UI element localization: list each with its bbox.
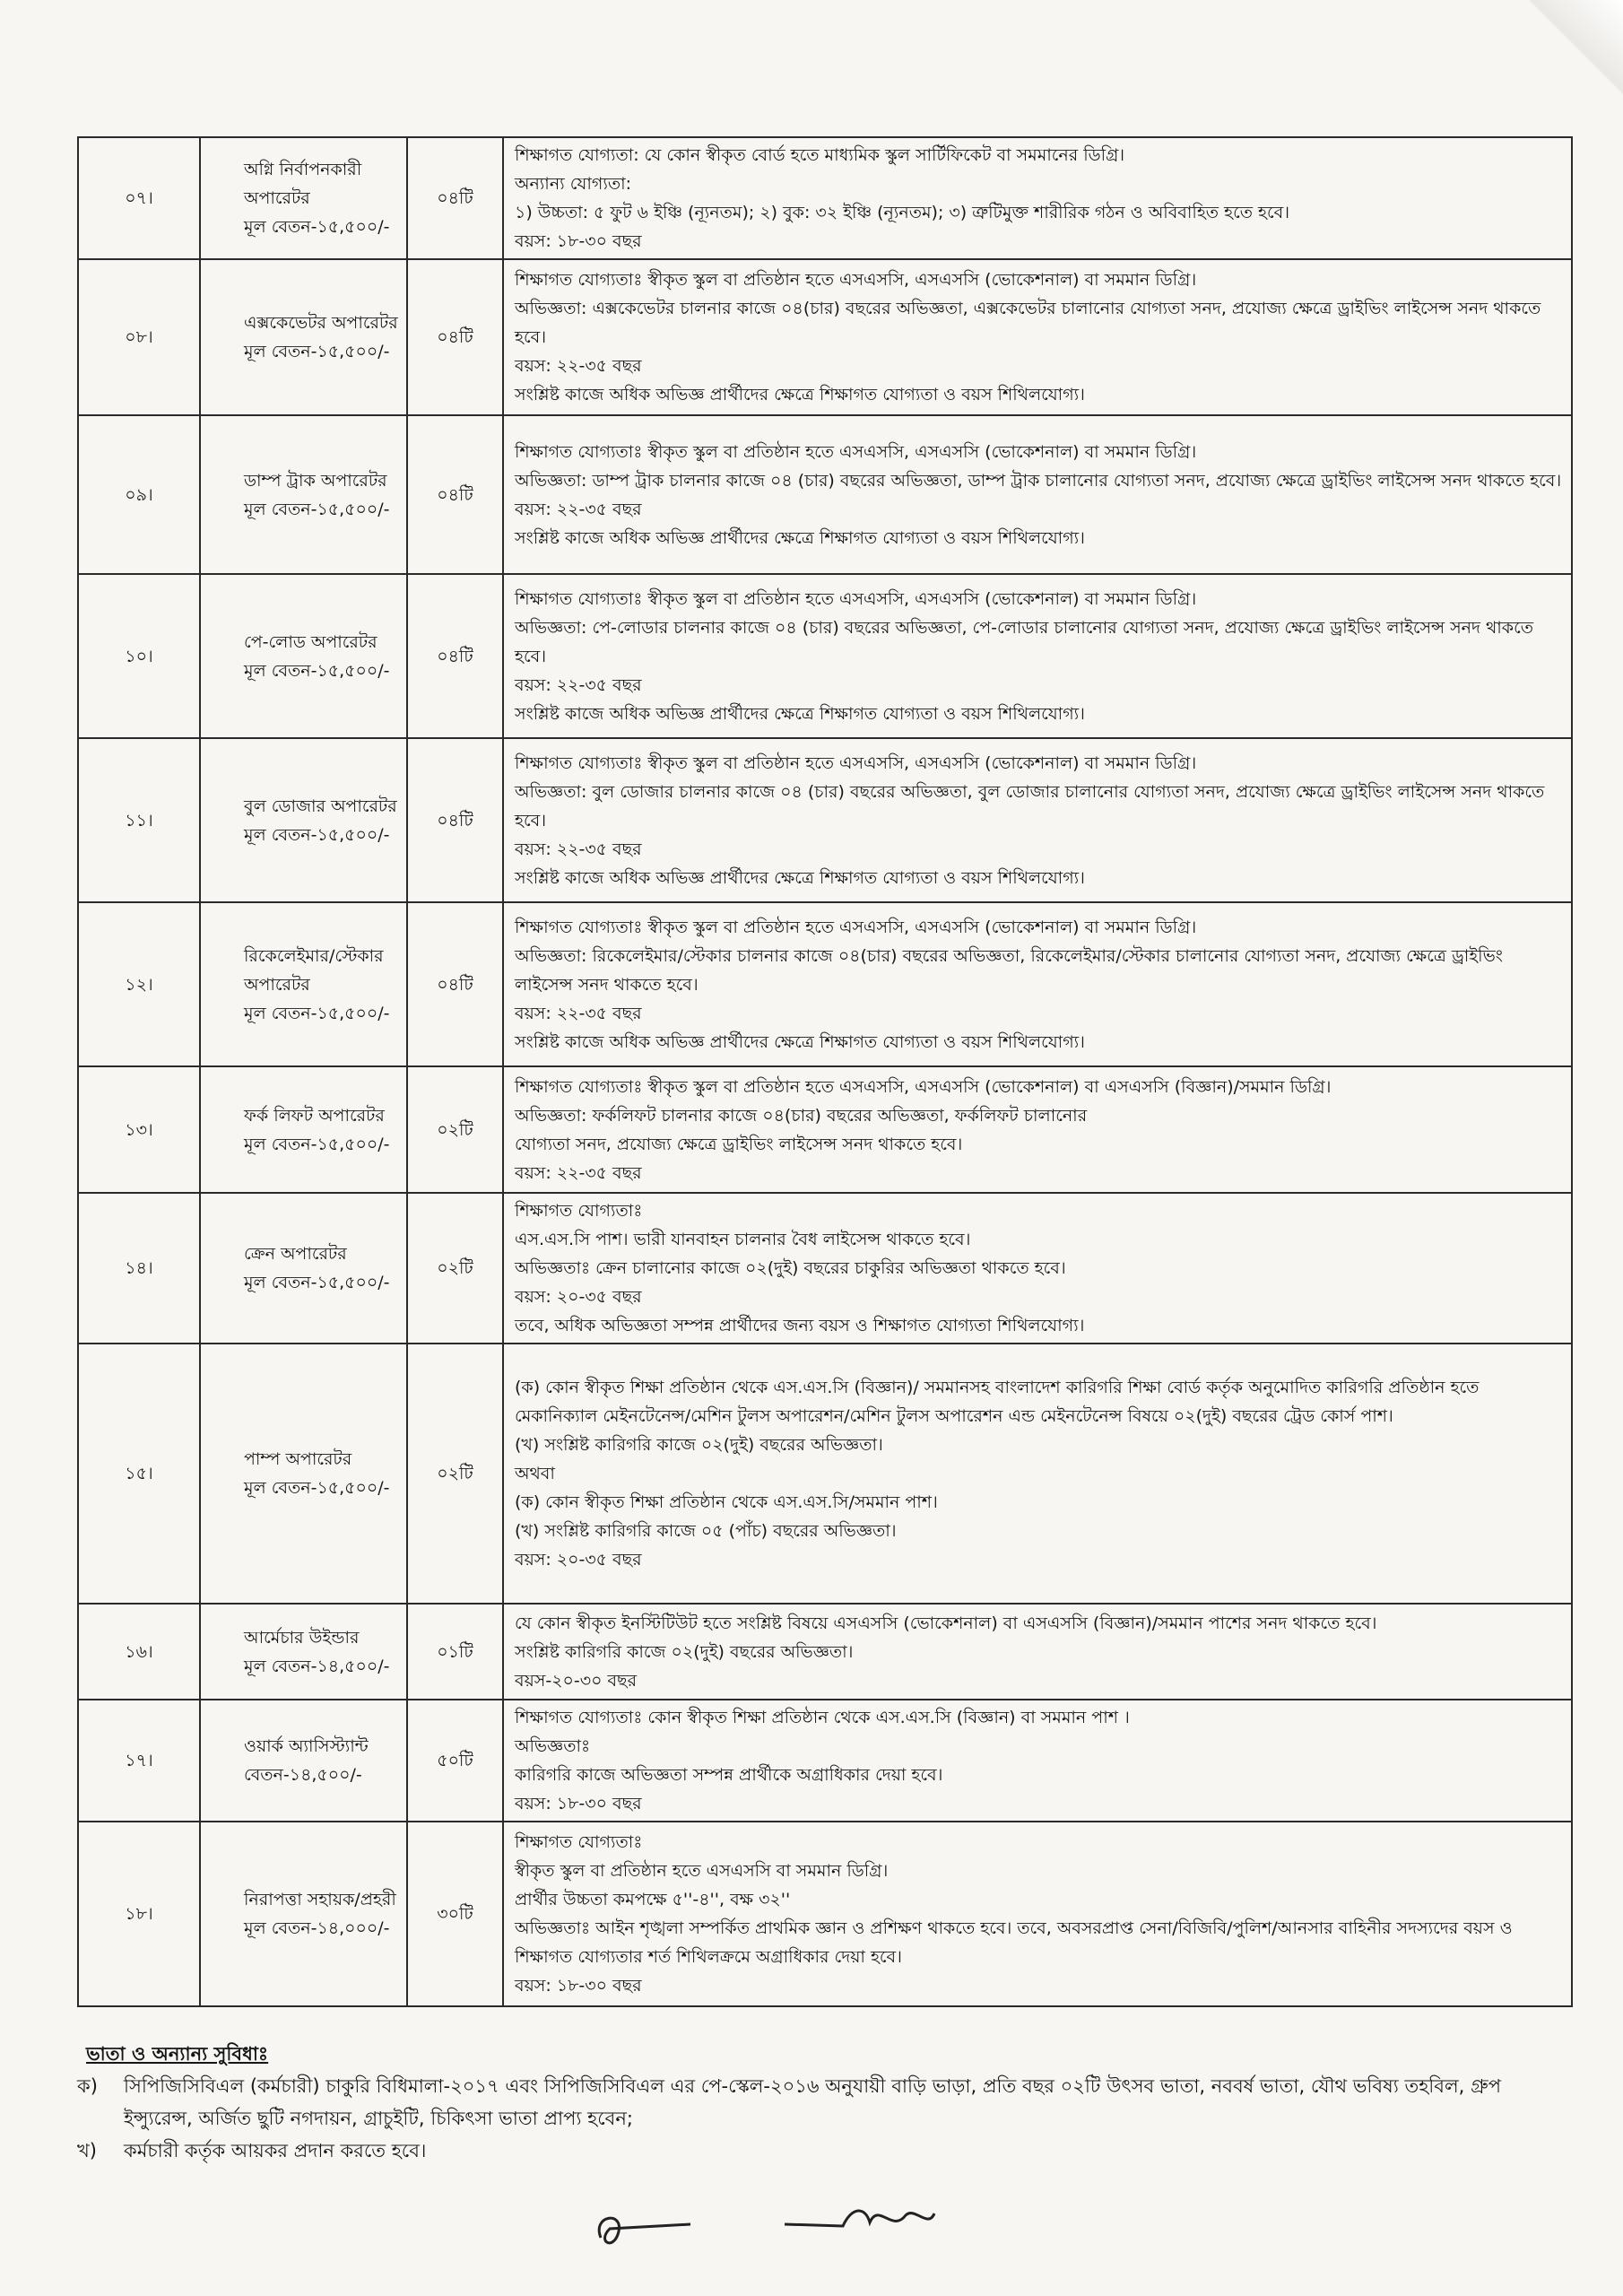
requirement-line: অভিজ্ঞতা: ফর্কলিফট চালনার কাজে ০৪(চার) বছরের অভিজ্ঞতা, ফর্কলিফট চালানোর — [515, 1105, 1088, 1126]
post-line: মূল বেতন-১৫,৫০০/- — [244, 1003, 390, 1023]
requirement-line: (ক) কোন স্বীকৃত শিক্ষা প্রতিষ্ঠান থেকে এস.এস.সি (বিজ্ঞান)/ সমমানসহ বাংলাদেশ কারিগরি শিক্ষা বোর্ড কর্তৃক অনুমোদিত কারিগরি প্রতিষ্ঠান হতে মেকানিক্যাল মেইনটেনেন্স/মেশিন টুলস অপারেশন/মেশিন টুলস অপারেশন এন্ড মেইনটেনেন্স বিষয়ে ০২(দুই) বছরের ট্রেড কোর্স পাশ। — [515, 1378, 1480, 1426]
table-row — [78, 1604, 1572, 1700]
post-count: ০৪টি — [407, 415, 503, 574]
post-count: ০৪টি — [407, 738, 503, 902]
post-line: ক্রেন অপারেটর — [244, 1244, 347, 1264]
allowance-marker: খ) — [77, 2140, 97, 2161]
post-line: মূল বেতন-১৫,৫০০/- — [244, 217, 390, 237]
requirement-line: শিক্ষাগত যোগ্যতাঃ — [515, 1832, 643, 1852]
requirement-line: অভিজ্ঞতা: ডাম্প ট্রাক চালনার কাজে ০৪ (চার) বছরের অভিজ্ঞতা, ডাম্প ট্রাক চালানোর যোগ্যতা সনদ, প্রযোজ্য ক্ষেত্রে ড্রাইভিং লাইসেন্স সনদ থাকতে হবে। — [515, 470, 1562, 491]
requirement-line: যোগ্যতা সনদ, প্রযোজ্য ক্ষেত্রে ড্রাইভিং লাইসেন্স সনদ থাকতে হবে। — [515, 1134, 963, 1154]
requirement-line: শিক্ষাগত যোগ্যতাঃ স্বীকৃত স্কুল বা প্রতিষ্ঠান হতে এসএসসি, এসএসসি (ভোকেশনাল) বা সমমান ডিগ্রি। — [515, 588, 1197, 609]
requirement-line: অভিজ্ঞতা: রিকেলেইমার/স্টেকার চালনার কাজে ০৪(চার) বছরের অভিজ্ঞতা, রিকেলেইমার/স্টেকার চালানোর যোগ্যতা সনদ, প্রযোজ্য ক্ষেত্রে ড্রাইভিং লাইসেন্স সনদ থাকতে হবে। — [515, 945, 1503, 995]
post-count: ০৪টি — [407, 259, 503, 415]
post-name-cell — [200, 1604, 407, 1700]
post-count: ০২টি — [407, 1344, 503, 1604]
requirement-line: অভিজ্ঞতাঃ — [515, 1736, 591, 1756]
post-line: ডাম্প ট্রাক অপারেটর — [244, 470, 387, 491]
post-name-cell — [200, 259, 407, 415]
post-name-cell — [200, 415, 407, 574]
table-row — [78, 1193, 1572, 1344]
serial-number: ১৪। — [78, 1193, 200, 1344]
page-fold-corner — [1515, 0, 1623, 99]
post-count: ৩০টি — [407, 1822, 503, 2006]
post-line: নিরাপত্তা সহায়ক/প্রহরী — [244, 1890, 396, 1909]
requirement-line: বয়স: ২২-৩৫ বছর — [515, 1162, 642, 1183]
requirement-line: স্বীকৃত স্কুল বা প্রতিষ্ঠান হতে এসএসসি বা সমমান ডিগ্রি। — [515, 1861, 889, 1881]
requirement-line: অভিজ্ঞতাঃ আইন শৃঙ্খলা সম্পর্কিত প্রাথমিক জ্ঞান ও প্রশিক্ষণ থাকতে হবে। তবে, অবসরপ্রাপ্ত সেনা/বিজিবি/পুলিশ/আনসার বাহিনীর সদস্যদের বয়স ও শিক্ষাগত যোগ্যতার শর্ত শিথিলক্রমে অগ্রাধিকার দেয়া হবে। — [515, 1918, 1513, 1967]
table-row — [78, 1344, 1572, 1604]
post-line: অপারেটর — [244, 188, 310, 208]
requirement-line: বয়স: ২০-৩৫ বছর — [515, 1550, 642, 1570]
requirement-line: কারিগরি কাজে অভিজ্ঞতা সম্পন্ন প্রার্থীকে অগ্রাধিকার দেয়া হবে। — [515, 1765, 943, 1785]
requirement-line: (খ) সংশ্লিষ্ট কারিগরি কাজে ০৫ (পাঁচ) বছরের অভিজ্ঞতা। — [515, 1521, 897, 1541]
post-count: ০১টি — [407, 1604, 503, 1700]
post-line: রিকেলেইমার/স্টেকার — [244, 945, 384, 966]
table-row — [78, 902, 1572, 1066]
serial-number: ১৩। — [78, 1066, 200, 1193]
requirements-cell — [503, 1066, 1572, 1193]
requirement-line: (ক) কোন স্বীকৃত শিক্ষা প্রতিষ্ঠান থেকে এস.এস.সি/সমমান পাশ। — [515, 1492, 938, 1512]
serial-number: ১৭। — [78, 1700, 200, 1822]
post-line: মূল বেতন-১৫,৫০০/- — [244, 1273, 390, 1292]
post-line: মূল বেতন-১৫,৫০০/- — [244, 1478, 390, 1498]
post-line: মূল বেতন-১৪,৫০০/- — [244, 1656, 390, 1676]
post-line: মূল বেতন-১৪,০০০/- — [244, 1918, 390, 1938]
serial-number: ১৬। — [78, 1604, 200, 1700]
post-name-cell — [200, 738, 407, 902]
post-line: ওয়ার্ক অ্যাসিস্ট্যান্ট — [244, 1736, 369, 1756]
requirement-line: অন্যান্য যোগ্যতা: — [515, 174, 631, 194]
post-line: মূল বেতন-১৫,৫০০/- — [244, 1134, 390, 1154]
requirement-line: অভিজ্ঞতা: বুল ডোজার চালনার কাজে ০৪ (চার) বছরের অভিজ্ঞতা, বুল ডোজার চালানোর যোগ্যতা সনদ, প্রযোজ্য ক্ষেত্রে ড্রাইভিং লাইসেন্স সনদ থাকতে হবে। — [515, 781, 1545, 831]
serial-number: ০৭। — [78, 137, 200, 259]
post-count: ০৪টি — [407, 902, 503, 1066]
requirement-line: প্রার্থীর উচ্চতা কমপক্ষে ৫''-৪'', বক্ষ ৩২'' — [515, 1890, 791, 1909]
requirement-line: শিক্ষাগত যোগ্যতাঃ কোন স্বীকৃত শিক্ষা প্রতিষ্ঠান থেকে এস.এস.সি (বিজ্ঞান) বা সমমান পাশ । — [515, 1708, 1130, 1727]
requirements-cell — [503, 902, 1572, 1066]
serial-number: ১৫। — [78, 1344, 200, 1604]
post-count: ০৪টি — [407, 574, 503, 738]
requirement-line: সংশ্লিষ্ট কাজে অধিক অভিজ্ঞ প্রার্থীদের ক্ষেত্রে শিক্ষাগত যোগ্যতা ও বয়স শিথিলযোগ্য। — [515, 703, 1085, 724]
post-name-cell — [200, 1344, 407, 1604]
post-line: এক্সকেভেটর অপারেটর — [244, 313, 398, 333]
post-name-cell — [200, 1700, 407, 1822]
requirement-line: সংশ্লিষ্ট কাজে অধিক অভিজ্ঞ প্রার্থীদের ক্ষেত্রে শিক্ষাগত যোগ্যতা ও বয়স শিথিলযোগ্য। — [515, 527, 1085, 548]
requirement-line: বয়স-২০-৩০ বছর — [515, 1670, 638, 1691]
requirements-cell — [503, 259, 1572, 415]
requirements-cell — [503, 1604, 1572, 1700]
signature-right — [780, 2188, 942, 2251]
allowance-marker: ক) — [77, 2075, 98, 2097]
post-name-cell — [200, 574, 407, 738]
table-row — [78, 738, 1572, 902]
post-count: ০২টি — [407, 1193, 503, 1344]
table-row — [78, 1700, 1572, 1822]
post-line: বুল ডোজার অপারেটর — [244, 796, 397, 816]
requirement-line: শিক্ষাগত যোগ্যতাঃ স্বীকৃত স্কুল বা প্রতিষ্ঠান হতে এসএসসি, এসএসসি (ভোকেশনাল) বা সমমান ডিগ্রি। — [515, 917, 1197, 937]
requirements-cell — [503, 738, 1572, 902]
requirement-line: বয়স: ২২-৩৫ বছর — [515, 356, 642, 376]
requirements-cell — [503, 1193, 1572, 1344]
requirement-line: শিক্ষাগত যোগ্যতা: যে কোন স্বীকৃত বোর্ড হতে মাধ্যমিক স্কুল সার্টিফিকেট বা সমমানের ডিগ্রি। — [515, 145, 1125, 165]
requirement-line: অভিজ্ঞতা: এক্সকেভেটর চালনার কাজে ০৪(চার) বছরের অভিজ্ঞতা, এক্সকেভেটর চালানোর যোগ্যতা সনদ, প্রযোজ্য ক্ষেত্রে ড্রাইভিং লাইসেন্স সনদ থাকতে হবে। — [515, 299, 1541, 347]
post-line: পে-লোড অপারেটর — [244, 631, 378, 652]
requirement-line: বয়স: ২২-৩৫ বছর — [515, 839, 642, 859]
serial-number: ০৮। — [78, 259, 200, 415]
post-name-cell — [200, 1066, 407, 1193]
requirement-line: সংশ্লিষ্ট কারিগরি কাজে ০২(দুই) বছরের অভিজ্ঞতা। — [515, 1641, 854, 1662]
allowance-text: কর্মচারী কর্তৃক আয়কর প্রদান করতে হবে। — [124, 2140, 427, 2161]
post-line: ফর্ক লিফট অপারেটর — [244, 1105, 385, 1126]
requirements-cell — [503, 574, 1572, 738]
requirement-line: (খ) সংশ্লিষ্ট কারিগরি কাজে ০২(দুই) বছরের অভিজ্ঞতা। — [515, 1435, 883, 1455]
post-count: ০২টি — [407, 1066, 503, 1193]
requirement-line: অভিজ্ঞতাঃ ক্রেন চালানোর কাজে ০২(দুই) বছরের চাকুরির অভিজ্ঞতা থাকতে হবে। — [515, 1258, 1066, 1278]
post-name-cell — [200, 137, 407, 259]
requirement-line: বয়স: ২০-৩৫ বছর — [515, 1287, 642, 1307]
requirement-line: অথবা — [515, 1464, 555, 1483]
serial-number: ১৮। — [78, 1822, 200, 2006]
requirement-line: যে কোন স্বীকৃত ইনস্টিটিউট হতে সংশ্লিষ্ট বিষয়ে এসএসসি (ভোকেশনাল) বা এসএসসি (বিজ্ঞান)/সমমান পাশের সনদ থাকতে হবে। — [515, 1613, 1377, 1633]
allowance-item — [77, 2135, 1571, 2167]
requirement-line: শিক্ষাগত যোগ্যতাঃ স্বীকৃত স্কুল বা প্রতিষ্ঠান হতে এসএসসি, এসএসসি (ভোকেশনাল) বা এসএসসি (বিজ্ঞান)/সমমান ডিগ্রি। — [515, 1076, 1332, 1097]
requirement-line: শিক্ষাগত যোগ্যতাঃ স্বীকৃত স্কুল বা প্রতিষ্ঠান হতে এসএসসি, এসএসসি (ভোকেশনাল) বা সমমান ডিগ্রি। — [515, 441, 1197, 462]
serial-number: ১২। — [78, 902, 200, 1066]
table-row — [78, 259, 1572, 415]
allowance-item — [77, 2070, 1571, 2135]
post-line: মূল বেতন-১৫,৫০০/- — [244, 824, 390, 845]
requirement-line: সংশ্লিষ্ট কাজে অধিক অভিজ্ঞ প্রার্থীদের ক্ষেত্রে শিক্ষাগত যোগ্যতা ও বয়স শিথিলযোগ্য। — [515, 1031, 1085, 1052]
post-count: ০৪টি — [407, 137, 503, 259]
job-requirements-table — [77, 136, 1573, 2007]
requirements-cell — [503, 1822, 1572, 2006]
requirement-line: তবে, অধিক অভিজ্ঞতা সম্পন্ন প্রার্থীদের জন্য বয়স ও শিক্ষাগত যোগ্যতা শিথিলযোগ্য। — [515, 1316, 1085, 1335]
requirement-line: সংশ্লিষ্ট কাজে অধিক অভিজ্ঞ প্রার্থীদের ক্ষেত্রে শিক্ষাগত যোগ্যতা ও বয়স শিথিলযোগ্য। — [515, 385, 1085, 404]
requirement-line: বয়স: ২২-৩৫ বছর — [515, 674, 642, 695]
allowances-heading: ভাতা ও অন্যান্য সুবিধাঃ — [86, 2043, 269, 2065]
table-row — [78, 574, 1572, 738]
post-name-cell — [200, 1193, 407, 1344]
post-line: মূল বেতন-১৫,৫০০/- — [244, 499, 390, 519]
post-name-cell — [200, 902, 407, 1066]
post-count: ৫০টি — [407, 1700, 503, 1822]
post-line: অপারেটর — [244, 974, 310, 995]
post-line: পাম্প অপারেটর — [244, 1449, 352, 1469]
requirement-line: শিক্ষাগত যোগ্যতাঃ স্বীকৃত স্কুল বা প্রতিষ্ঠান হতে এসএসসি, এসএসসি (ভোকেশনাল) বা সমমান ডিগ্রি। — [515, 270, 1197, 290]
serial-number: ১০। — [78, 574, 200, 738]
requirement-line: বয়স: ১৮-৩০ বছর — [515, 1976, 642, 1996]
requirement-line: বয়স: ২২-৩৫ বছর — [515, 1003, 642, 1023]
requirement-line: শিক্ষাগত যোগ্যতাঃ — [515, 1201, 643, 1221]
post-line: মূল বেতন-১৫,৫০০/- — [244, 660, 390, 681]
requirement-line: বয়স: ২২-৩৫ বছর — [515, 499, 642, 519]
post-line: অগ্নি নির্বাপনকারী — [244, 160, 362, 179]
requirement-line: ১) উচ্চতা: ৫ ফুট ৬ ইঞ্চি (ন্যূনতম); ২) বুক: ৩২ ইঞ্চি (ন্যূনতম); ৩) ত্রুটিমুক্ত শারীরিক গঠন ও অবিবাহিত হতে হবে। — [515, 203, 1289, 222]
allowances-section — [77, 2038, 1571, 2167]
table-row — [78, 137, 1572, 259]
requirement-line: শিক্ষাগত যোগ্যতাঃ স্বীকৃত স্কুল বা প্রতিষ্ঠান হতে এসএসসি, এসএসসি (ভোকেশনাল) বা সমমান ডিগ্রি। — [515, 752, 1197, 773]
post-line: মূল বেতন-১৫,৫০০/- — [244, 342, 390, 361]
serial-number: ১১। — [78, 738, 200, 902]
requirements-cell — [503, 1344, 1572, 1604]
requirement-line: বয়স: ১৮-৩০ বছর — [515, 1794, 642, 1813]
table-row — [78, 1822, 1572, 2006]
table-row — [78, 415, 1572, 574]
table-row — [78, 1066, 1572, 1193]
post-name-cell — [200, 1822, 407, 2006]
requirements-cell — [503, 415, 1572, 574]
requirement-line: এস.এস.সি পাশ। ভারী যানবাহন চালনার বৈধ লাইসেন্স থাকতে হবে। — [515, 1230, 971, 1249]
serial-number: ০৯। — [78, 415, 200, 574]
requirements-cell — [503, 1700, 1572, 1822]
requirements-cell — [503, 137, 1572, 259]
post-line: আর্মেচার উইন্ডার — [244, 1627, 360, 1648]
signature-left — [583, 2188, 699, 2260]
allowance-text: সিপিজিসিবিএল (কর্মচারী) চাকুরি বিধিমালা-২০১৭ এবং সিপিজিসিবিএল এর পে-স্কেল-২০১৬ অনুযায়ী বাড়ি ভাড়া, প্রতি বছর ০২টি উৎসব ভাতা, নববর্ষ ভাতা, যৌথ ভবিষ্য তহবিল, গ্রুপ ইন্স্যুরেন্স, অর্জিত ছুটি নগদায়ন, গ্রাচুইটি, চিকিৎসা ভাতা প্রাপ্য হবেন; — [124, 2075, 1501, 2129]
requirement-line: সংশ্লিষ্ট কাজে অধিক অভিজ্ঞ প্রার্থীদের ক্ষেত্রে শিক্ষাগত যোগ্যতা ও বয়স শিথিলযোগ্য। — [515, 867, 1085, 888]
requirement-line: বয়স: ১৮-৩০ বছর — [515, 231, 642, 251]
requirement-line: অভিজ্ঞতা: পে-লোডার চালনার কাজে ০৪ (চার) বছরের অভিজ্ঞতা, পে-লোডার চালানোর যোগ্যতা সনদ, প্রযোজ্য ক্ষেত্রে ড্রাইভিং লাইসেন্স সনদ থাকতে হবে। — [515, 617, 1533, 666]
post-line: বেতন-১৪,৫০০/- — [244, 1765, 362, 1785]
